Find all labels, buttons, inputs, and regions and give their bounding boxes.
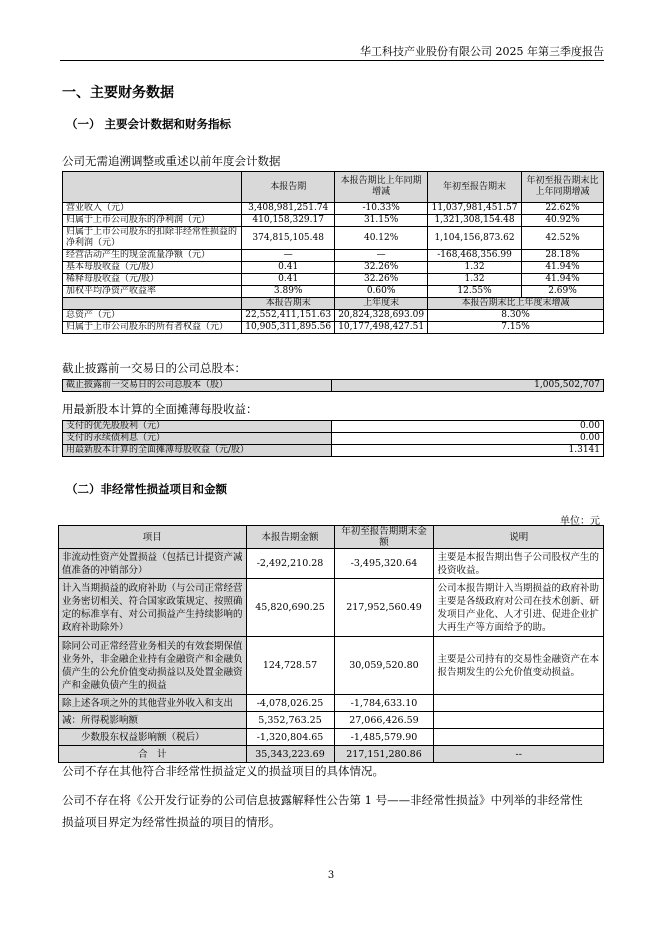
eps-intro: 用最新股本计算的全面摊薄每股收益：: [62, 402, 258, 416]
row-label: 基本每股收益（元/股）: [63, 262, 242, 274]
table-row: [63, 274, 604, 286]
cell: 217,151,280.86: [334, 746, 434, 763]
cell: 22,552,411,151.63: [242, 310, 335, 322]
table-row: [63, 262, 604, 274]
cell: 1,321,308,154.48: [428, 215, 522, 227]
table-header: 上年度末: [335, 298, 428, 310]
table-header-row: [59, 526, 604, 549]
cell: 28.18%: [522, 250, 604, 262]
cell: 1,104,156,873.62: [428, 227, 522, 250]
row-label: 归属于上市公司股东的净利润（元）: [63, 215, 242, 227]
subsection-title: （二）非经常性损益项目和金额: [66, 482, 227, 496]
cell: [434, 729, 604, 746]
table-header: 本报告期末: [242, 298, 335, 310]
cell: 主要是公司持有的交易性金融资产在本报告期发生的公允价值变动损益。: [434, 637, 604, 695]
table-row: [63, 421, 604, 433]
cell: 32.26%: [335, 262, 428, 274]
table-row: [63, 286, 604, 298]
page-number: 3: [327, 870, 335, 881]
cell: 32.26%: [335, 274, 428, 286]
eps-table: [62, 420, 604, 457]
cell: 40.12%: [335, 227, 428, 250]
table-subheader-row: [63, 298, 604, 310]
table-header: 本报告期末比上年度末增减: [428, 298, 604, 310]
cell: 0.41: [242, 262, 335, 274]
cell: -168,468,356.99: [428, 250, 522, 262]
table-row: [63, 250, 604, 262]
cell: -1,485,579.90: [334, 729, 434, 746]
table-header: 说明: [434, 526, 604, 549]
row-label: 除同公司正常经营业务相关的有效套期保值业务外，非金融企业持有金融资产和金融负债产生的公允价值变动损益以及处置金融资产和金融负债产生的损益: [59, 637, 247, 695]
row-label: 截止披露前一交易日的公司总股本（股）: [63, 380, 332, 392]
row-label: 加权平均净资产收益率: [63, 286, 242, 298]
table-header: 年初至报告期末比上年同期增减: [522, 172, 604, 203]
table-row: [59, 712, 604, 729]
row-label: 经营活动产生的现金流量净额（元）: [63, 250, 242, 262]
row-label: 用最新股本计算的全面摊薄每股收益（元/股）: [63, 445, 332, 457]
table-header: 本报告期金额: [246, 526, 334, 549]
cell: 10,905,311,895.56: [242, 322, 335, 334]
cell: -1,320,804.65: [246, 729, 334, 746]
cell: 公司本报告期计入当期损益的政府补助主要是各级政府对公司在技术创新、研发项目产业化、人才引进、促进企业扩大再生产等方面给予的助。: [434, 579, 604, 637]
row-label: 稀释每股收益（元/股）: [63, 274, 242, 286]
subsection-title: （一） 主要会计数据和财务指标: [66, 117, 232, 131]
table-header: 年初至报告期末: [428, 172, 522, 203]
table-row: [63, 380, 604, 392]
cell: -3,495,320.64: [334, 549, 434, 579]
table-row: [59, 549, 604, 579]
table-header: [63, 172, 242, 203]
cell: 35,343,223.69: [246, 746, 334, 763]
cell: 5,352,763.25: [246, 712, 334, 729]
cell: 1.3141: [332, 445, 604, 457]
table-row: [59, 637, 604, 695]
row-label: 合 计: [59, 746, 247, 763]
table-header: 年初至报告期期末金额: [334, 526, 434, 549]
row-label: 非流动性资产处置损益（包括已计提资产减值准备的冲销部分）: [59, 549, 247, 579]
cell: 124,728.57: [246, 637, 334, 695]
cell: —: [335, 250, 428, 262]
table-header: 本报告期比上年同期增减: [335, 172, 428, 203]
cell: 31.15%: [335, 215, 428, 227]
cell: 410,158,329.17: [242, 215, 335, 227]
row-label: 少数股东权益影响额（税后）: [59, 729, 247, 746]
main-financial-table: [62, 171, 604, 334]
table-header: 本报告期: [242, 172, 335, 203]
cell: 11,037,981,451.57: [428, 203, 522, 215]
row-label: 减：所得税影响额: [59, 712, 247, 729]
footer-note: 公司不存在其他符合非经常性损益定义的损益项目的具体情况。: [62, 764, 384, 778]
cell: 374,815,105.48: [242, 227, 335, 250]
unit-label: 单位：元: [560, 516, 600, 527]
cell: 0.00: [332, 433, 604, 445]
cell: 1.32: [428, 262, 522, 274]
section-title: 一、主要财务数据: [62, 85, 174, 101]
cell: 40.92%: [522, 215, 604, 227]
cell: 7.15%: [428, 322, 604, 334]
cell: [63, 298, 242, 310]
cell: --: [434, 746, 604, 763]
cell: 0.60%: [335, 286, 428, 298]
row-label: 归属于上市公司股东的所有者权益（元）: [63, 322, 242, 334]
report-title: 华工科技产业股份有限公司 2025 年第三季度报告: [360, 45, 604, 58]
cell: 3,408,981,251.74: [242, 203, 335, 215]
footer-note: 损益项目界定为经常性损益的项目的情形。: [62, 815, 281, 829]
cell: 10,177,498,427.51: [335, 322, 428, 334]
table-row: [63, 433, 604, 445]
cell: 1.32: [428, 274, 522, 286]
cell: 8.30%: [428, 310, 604, 322]
cell: 20,824,328,693.09: [335, 310, 428, 322]
cell: 27,066,426.59: [334, 712, 434, 729]
cell: [434, 712, 604, 729]
table-row: [59, 579, 604, 637]
table-row: [59, 729, 604, 746]
table-header: 项目: [59, 526, 247, 549]
nonrecurring-table: [58, 525, 604, 763]
cell: 0.00: [332, 421, 604, 433]
cell: -2,492,210.28: [246, 549, 334, 579]
cell: 1,005,502,707: [332, 380, 604, 392]
table-row: [63, 445, 604, 457]
table-row: [63, 322, 604, 334]
cell: 41.94%: [522, 274, 604, 286]
table-row: [63, 203, 604, 215]
cell: —: [242, 250, 335, 262]
table-row: [63, 227, 604, 250]
cell: -1,784,633.10: [334, 695, 434, 712]
cell: 12.55%: [428, 286, 522, 298]
cell: 217,952,560.49: [334, 579, 434, 637]
cell: 2.69%: [522, 286, 604, 298]
row-label: 总资产（元）: [63, 310, 242, 322]
no-restate-note: 公司无需追溯调整或重述以前年度会计数据: [62, 154, 281, 168]
row-label: 计入当期损益的政府补助（与公司正常经营业务密切相关、符合国家政策规定、按照确定的标准享有、对公司损益产生持续影响的政府补助除外）: [59, 579, 247, 637]
cell: -10.33%: [335, 203, 428, 215]
row-label: 支付的永续债利息（元）: [63, 433, 332, 445]
cell: 主要是本报告期出售子公司股权产生的投资收益。: [434, 549, 604, 579]
row-label: 除上述各项之外的其他营业外收入和支出: [59, 695, 247, 712]
cell: 22.62%: [522, 203, 604, 215]
cell: 42.52%: [522, 227, 604, 250]
cell: -4,078,026.25: [246, 695, 334, 712]
share-capital-intro: 截止披露前一交易日的公司总股本：: [62, 361, 246, 375]
footer-note: 公司不存在将《公开发行证券的公司信息披露解释性公告第 1 号——非经常性损益》中列举的非经常性: [62, 793, 583, 807]
share-capital-table: [62, 379, 604, 392]
cell: 3.89%: [242, 286, 335, 298]
cell: 0.41: [242, 274, 335, 286]
table-row: [63, 310, 604, 322]
row-label: 营业收入（元）: [63, 203, 242, 215]
cell: 45,820,690.25: [246, 579, 334, 637]
row-label: 支付的优先股股利（元）: [63, 421, 332, 433]
cell: [434, 695, 604, 712]
row-label: 归属于上市公司股东的扣除非经常性损益的净利润（元）: [63, 227, 242, 250]
table-total-row: [59, 746, 604, 763]
header-divider: [60, 60, 604, 61]
table-row: [59, 695, 604, 712]
table-row: [63, 215, 604, 227]
cell: 41.94%: [522, 262, 604, 274]
cell: 30,059,520.80: [334, 637, 434, 695]
